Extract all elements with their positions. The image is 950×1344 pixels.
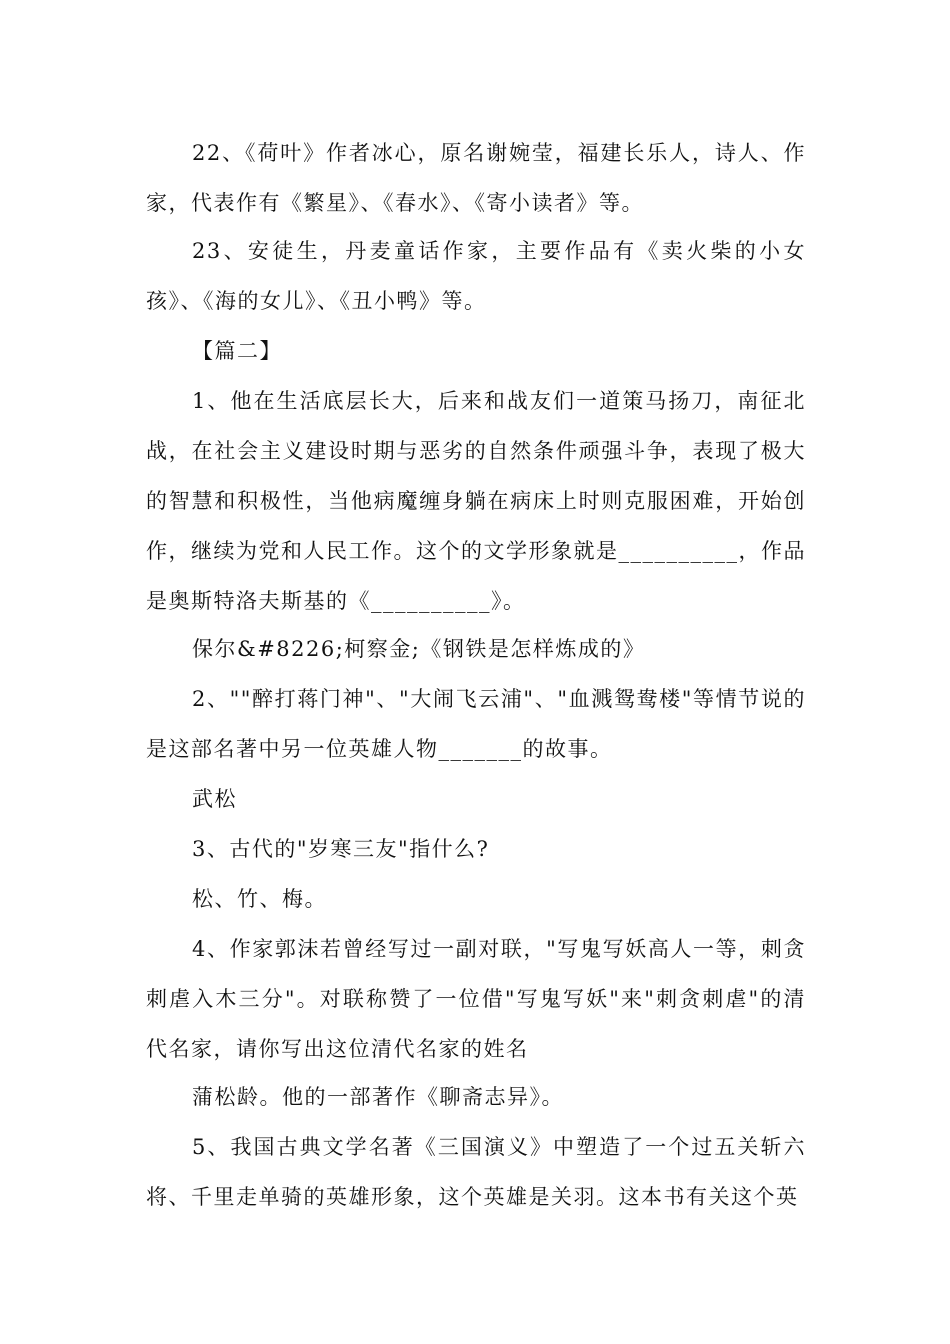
answer-1: 保尔&#8226;柯察金;《钢铁是怎样炼成的》	[192, 637, 646, 661]
answer-4: 蒲松龄。他的一部著作《聊斋志异》。	[192, 1085, 564, 1109]
question-2: 2、""醉打蒋门神"、"大闹飞云浦"、"血溅鸳鸯楼"等情节说的是这部名著中另一位英雄人物_______的故事。	[146, 687, 806, 761]
question-5: 5、我国古典文学名著《三国演义》中塑造了一个过五关斩六将、千里走单骑的英雄形象，这个英雄是关羽。这本书有关这个英	[146, 1135, 806, 1209]
paragraph-22-bingxin: 22、《荷叶》作者冰心，原名谢婉莹，福建长乐人，诗人、作家，代表作有《繁星》、《春水》、《寄小读者》等。	[146, 141, 806, 215]
answer-2: 武松	[192, 787, 237, 811]
paragraph-23-andersen: 23、安徒生，丹麦童话作家，主要作品有《卖火柴的小女孩》、《海的女儿》、《丑小鸭》等。	[146, 239, 806, 313]
question-1: 1、他在生活底层长大，后来和战友们一道策马扬刀，南征北战，在社会主义建设时期与恶劣的自然条件顽强斗争，表现了极大的智慧和积极性，当他病魔缠身躺在病床上时则克服困难，开始创作，继续为党和人民工作。这个的文学形象就是__________，作品是奥斯特洛夫斯基的《__________》。	[146, 389, 806, 613]
answer-3: 松、竹、梅。	[192, 887, 327, 911]
question-3: 3、古代的"岁寒三友"指什么?	[192, 837, 490, 861]
question-4: 4、作家郭沫若曾经写过一副对联，"写鬼写妖高人一等，刺贪刺虐入木三分"。对联称赞了一位借"写鬼写妖"来"刺贪刺虐"的清代名家，请你写出这位清代名家的姓名	[146, 937, 806, 1061]
section-heading-part-two: 【篇二】	[192, 339, 282, 363]
